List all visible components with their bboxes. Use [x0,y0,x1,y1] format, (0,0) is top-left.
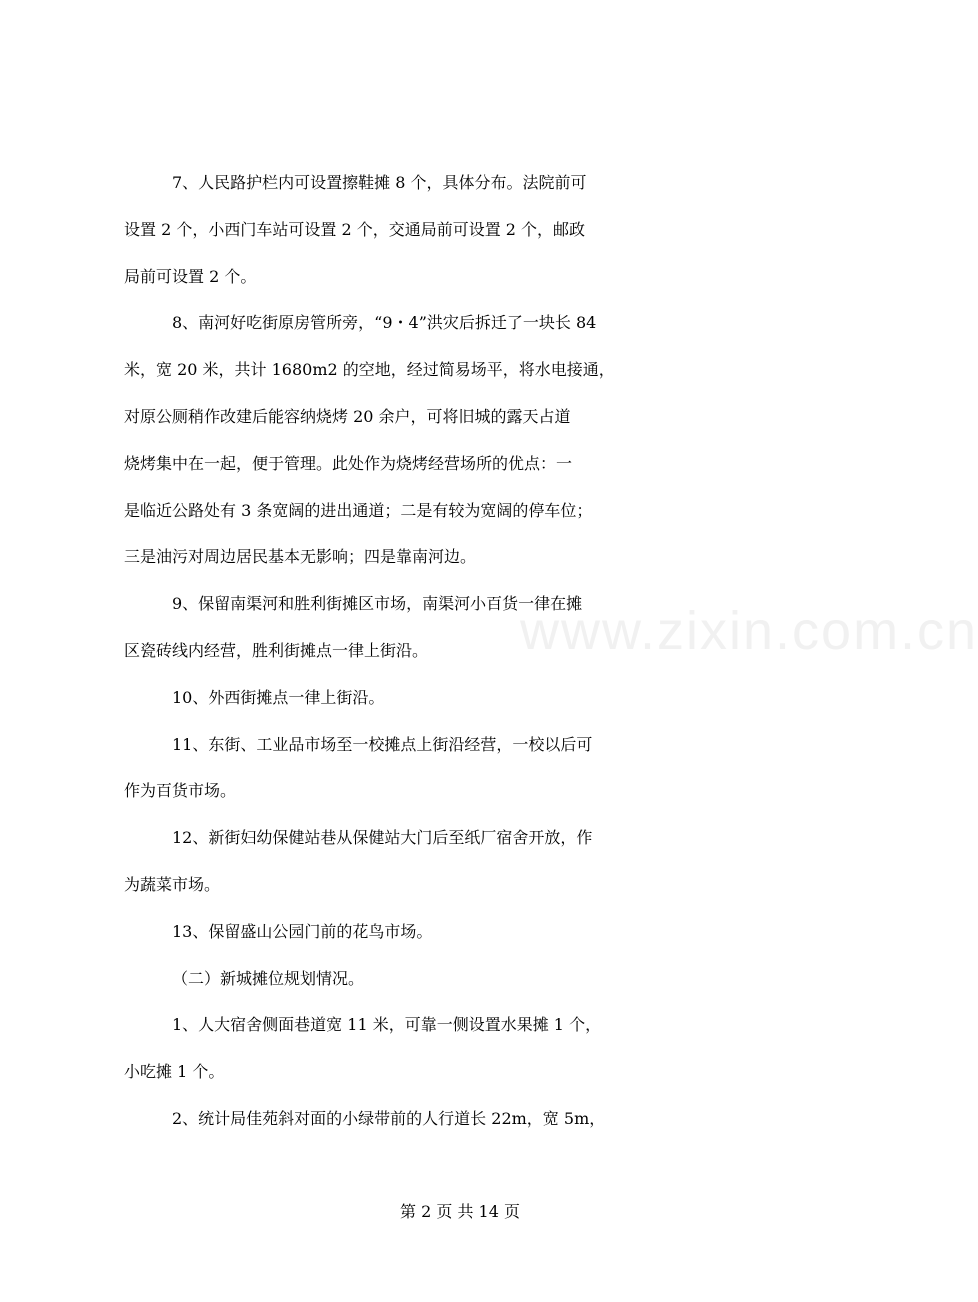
text-line: 13、保留盛山公园门前的花鸟市场。 [172,921,433,941]
paragraph-item-13 [124,919,814,966]
paragraph-item-10 [124,685,814,732]
text-line: 局前可设置 2 个。 [124,266,257,286]
text-line: 8、南河好吃街原房管所旁，“9・4”洪灾后拆迁了一块长 84 [172,313,597,333]
paragraph-item-12 [124,825,814,919]
text-line: 烧烤集中在一起，便于管理。此处作为烧烤经营场所的优点：一 [124,453,573,473]
watermark: www.zixin.com.cn [520,601,978,661]
text-line: 12、新街妇幼保健站巷从保健站大门后至纸厂宿舍开放，作 [172,828,593,848]
paragraph-item-8 [124,310,814,591]
paragraph-item-1 [124,1012,814,1106]
text-line: 区瓷砖线内经营，胜利街摊点一律上街沿。 [124,640,429,660]
text-line: 11、东街、工业品市场至一校摊点上街沿经营，一校以后可 [172,734,593,754]
text-line: 7、人民路护栏内可设置擦鞋摊 8 个，具体分布。法院前可 [172,173,587,192]
document-body [124,170,814,1153]
paragraph-item-9 [124,591,814,685]
text-line: 三是油污对周边居民基本无影响；四是靠南河边。 [124,547,477,567]
text-line: 对原公厕稍作改建后能容纳烧烤 20 余户，可将旧城的露天占道 [124,406,571,426]
text-line: 米，宽 20 米，共计 1680m2 的空地，经过简易场平，将水电接通， [124,360,615,380]
text-line: 为蔬菜市场。 [124,874,221,894]
text-line: 作为百货市场。 [124,781,237,801]
text-line: 10、外西街摊点一律上街沿。 [172,687,385,707]
text-line: 小吃摊 1 个。 [124,1062,225,1082]
page-footer: 第 2 页 共 14 页 [400,1202,520,1221]
text-line: 是临近公路处有 3 条宽阔的进出通道；二是有较为宽阔的停车位； [124,500,593,520]
text-line: 设置 2 个，小西门车站可设置 2 个，交通局前可设置 2 个，邮政 [124,219,586,239]
text-line: 1、人大宿舍侧面巷道宽 11 米，可靠一侧设置水果摊 1 个， [172,1015,602,1035]
section-heading-new-city [124,966,814,1013]
paragraph-item-7 [124,170,814,310]
paragraph-item-11 [124,732,814,826]
text-line: （二）新城摊位规划情况。 [172,968,365,988]
paragraph-item-2 [124,1106,814,1153]
text-line: 2、统计局佳苑斜对面的小绿带前的人行道长 22m，宽 5m， [172,1108,606,1128]
text-line: 9、保留南渠河和胜利街摊区市场，南渠河小百货一律在摊 [172,594,583,614]
